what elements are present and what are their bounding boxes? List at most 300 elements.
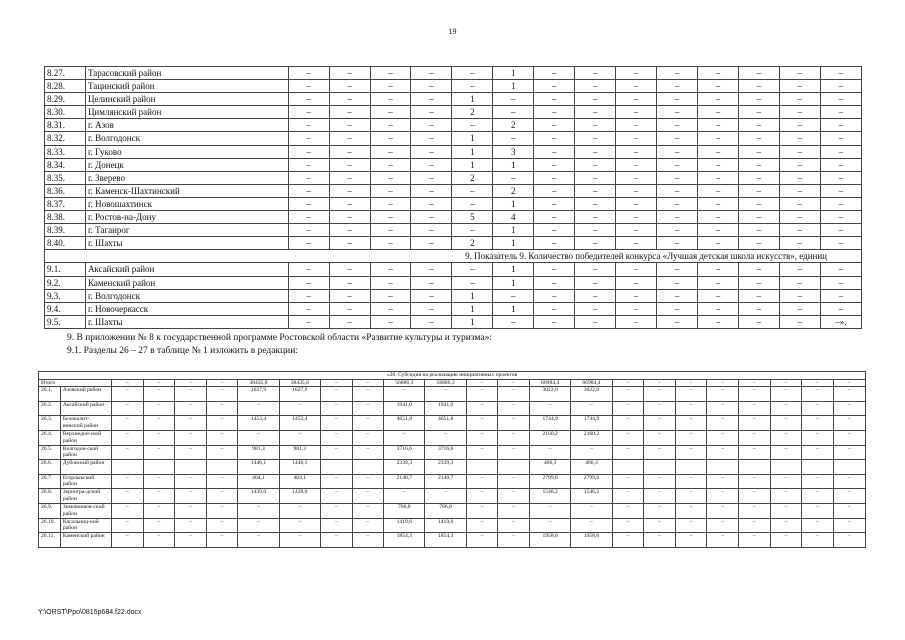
row-number: 8.37. [45,197,86,210]
table-row [39,401,866,416]
value-cell: – [779,211,820,224]
value-cell: – [329,171,370,184]
total-value-cell: – [833,379,865,387]
value-cell: – [175,445,207,460]
total-value-cell: – [143,379,175,387]
value-cell: – [616,197,657,210]
value-cell: – [534,106,575,119]
value-cell: 1 [493,224,534,237]
value-cell: – [833,474,865,489]
value-cell: – [616,145,657,158]
value-cell: – [534,171,575,184]
value-cell: – [739,503,771,518]
value-cell: – [384,387,425,402]
value-cell: – [329,119,370,132]
value-cell: – [329,106,370,119]
value-cell: – [698,237,739,250]
table-row [45,197,862,210]
total-value-cell: – [111,379,143,387]
row-number: 9.5. [45,315,86,328]
value-cell: – [370,93,411,106]
value-cell: – [612,474,644,489]
value-cell: – [833,503,865,518]
value-cell: – [329,237,370,250]
total-value-cell: – [770,379,802,387]
value-cell: – [820,132,861,145]
value-cell: – [575,315,616,328]
row-number: 26.5. [39,445,61,460]
value-cell: 1 [493,80,534,93]
value-cell: – [616,93,657,106]
value-cell: 3 [493,145,534,158]
table-row [39,518,866,533]
municipality-name: г. Ростов-на-Дону [85,211,288,224]
value-cell: 1453,4 [279,416,320,431]
value-cell: – [770,416,802,431]
total-value-cell: 66984,4 [571,379,612,387]
value-cell: – [411,184,452,197]
value-cell: – [370,315,411,328]
section-title: 9. Показатель 9. Количество победителей конкурса «Лучшая детская школа искусств», единиц [45,250,862,263]
value-cell: – [575,289,616,302]
value-cell: – [370,171,411,184]
value-cell: – [770,387,802,402]
value-cell [498,460,530,475]
value-cell: – [612,489,644,504]
value-cell: 1419,6 [425,518,466,533]
value-cell: – [466,489,498,504]
value-cell: 1 [452,93,493,106]
value-cell: – [738,237,779,250]
value-cell: 1627,9 [238,387,279,402]
row-number: 26.9. [39,503,61,518]
value-cell: – [206,474,238,489]
value-cell: 981,3 [279,445,320,460]
value-cell: – [698,93,739,106]
value-cell: – [675,416,707,431]
value-cell: – [644,387,676,402]
value-cell: – [143,416,175,431]
value-cell: 1958,0 [529,533,570,548]
value-cell: – [534,80,575,93]
value-cell: – [657,158,698,171]
value-cell: – [206,503,238,518]
value-cell: 2140,7 [425,474,466,489]
value-cell: – [111,445,143,460]
row-number: 8.28. [45,80,86,93]
value-cell: – [657,211,698,224]
value-cell: – [411,197,452,210]
municipality-name: Цимлянский район [85,106,288,119]
row-number: 9.3. [45,289,86,302]
value-cell: 2 [452,237,493,250]
value-cell: 1 [493,263,534,276]
row-number: 8.39. [45,224,86,237]
value-cell: – [320,503,352,518]
value-cell: – [534,132,575,145]
value-cell: – [329,315,370,328]
value-cell: 1419,6 [384,518,425,533]
value-cell: – [206,430,238,445]
value-cell: – [738,197,779,210]
value-cell: – [534,184,575,197]
value-cell: – [411,80,452,93]
value-cell: – [111,533,143,548]
value-cell: 2 [452,171,493,184]
value-cell: – [370,263,411,276]
table-row [45,145,862,158]
value-cell: – [698,197,739,210]
total-value-cell: – [206,379,238,387]
value-cell: – [279,533,320,548]
value-cell: – [493,289,534,302]
value-cell: – [644,445,676,460]
value-cell [320,460,352,475]
value-cell: – [288,211,329,224]
value-cell [612,460,644,475]
value-cell: 766,8 [384,503,425,518]
value-cell: – [698,158,739,171]
value-cell: – [111,416,143,431]
value-cell: 1 [493,197,534,210]
row-number: 8.38. [45,211,86,224]
value-cell: – [738,158,779,171]
row-number: 9.2. [45,276,86,289]
value-cell: – [370,237,411,250]
value-cell: 1 [452,145,493,158]
value-cell: – [820,67,861,80]
value-cell: – [320,518,352,533]
value-cell: – [575,145,616,158]
value-cell: – [206,445,238,460]
value-cell: 1 [493,302,534,315]
value-cell: – [288,106,329,119]
value-cell: – [329,67,370,80]
value-cell: 2799,6 [571,474,612,489]
value-cell: – [411,93,452,106]
value-cell: – [616,211,657,224]
value-cell: – [452,119,493,132]
value-cell: 4 [493,211,534,224]
value-cell: – [779,184,820,197]
value-cell: – [370,197,411,210]
value-cell: – [111,430,143,445]
value-cell: – [571,503,612,518]
value-cell [111,460,143,475]
value-cell: – [352,533,384,548]
value-cell: – [657,263,698,276]
value-cell [206,460,238,475]
value-cell: – [425,489,466,504]
value-cell: – [657,276,698,289]
value-cell: – [802,518,834,533]
district-name: Зимовников-ский район [60,503,111,518]
row-number: 8.29. [45,93,86,106]
value-cell: – [657,132,698,145]
value-cell: – [288,145,329,158]
value-cell: – [111,489,143,504]
value-cell: – [675,489,707,504]
value-cell: – [143,445,175,460]
district-name: Азовский район [60,387,111,402]
value-cell: – [238,430,279,445]
table-row [45,276,862,289]
municipality-name: Целинский район [85,93,288,106]
row-number: 26.6. [39,460,61,475]
total-value-cell: – [644,379,676,387]
section-row [45,250,862,263]
value-cell: – [802,489,834,504]
value-cell: – [175,430,207,445]
value-cell: – [111,401,143,416]
value-cell: – [738,211,779,224]
municipality-name: г. Зверево [85,171,288,184]
value-cell: – [288,132,329,145]
total-value-cell: – [739,379,771,387]
value-cell: 466,3 [529,460,570,475]
total-value-cell: – [707,379,739,387]
value-cell: – [612,416,644,431]
value-cell: – [657,302,698,315]
value-cell: – [707,445,739,460]
district-name: Волгодон-ской район [60,445,111,460]
value-cell: – [529,518,570,533]
value-cell: – [329,224,370,237]
title-row [39,372,866,380]
paragraph-subclause: 9.1. Разделы 26 – 27 в таблице № 1 изложить в редакции: [67,346,298,356]
value-cell: – [534,67,575,80]
value-cell: – [498,416,530,431]
row-number: 26.8. [39,489,61,504]
value-cell: – [175,387,207,402]
value-cell: – [644,533,676,548]
value-cell: – [571,445,612,460]
value-cell: – [779,171,820,184]
value-cell: – [616,158,657,171]
value-cell: – [575,132,616,145]
value-cell: – [644,416,676,431]
value-cell: – [820,106,861,119]
value-cell: – [575,263,616,276]
value-cell: – [329,197,370,210]
total-row [39,379,866,387]
value-cell: – [575,80,616,93]
value-cell: – [206,489,238,504]
value-cell: 1446,1 [238,460,279,475]
value-cell: – [657,289,698,302]
value-cell: 1 [452,302,493,315]
table-row [45,106,862,119]
value-cell: – [466,503,498,518]
value-cell: – [698,145,739,158]
value-cell: – [143,387,175,402]
value-cell: – [534,224,575,237]
value-cell: – [770,503,802,518]
value-cell: – [466,518,498,533]
table-row [45,80,862,93]
value-cell: – [288,276,329,289]
value-cell: – [820,171,861,184]
total-value-cell: – [466,379,498,387]
value-cell: – [779,80,820,93]
value-cell: – [833,401,865,416]
value-cell: – [738,224,779,237]
value-cell: – [529,503,570,518]
value-cell: – [411,132,452,145]
municipality-name: г. Волгодонск [85,132,288,145]
value-cell: – [770,489,802,504]
value-cell: – [452,263,493,276]
value-cell: – [370,276,411,289]
value-cell: – [452,197,493,210]
district-name: Дубовский район [60,460,111,475]
value-cell: – [616,132,657,145]
value-cell: – [329,93,370,106]
value-cell: – [352,430,384,445]
value-cell: 4651,8 [384,416,425,431]
value-cell: – [279,401,320,416]
value-cell: – [738,184,779,197]
value-cell: – [616,106,657,119]
value-cell: – [534,145,575,158]
table-row [39,460,866,475]
value-cell: – [644,430,676,445]
row-number: 8.27. [45,67,86,80]
value-cell: – [411,276,452,289]
value-cell: – [452,184,493,197]
value-cell: – [612,518,644,533]
table-row [45,315,862,328]
total-value-cell: – [320,379,352,387]
row-number: 8.31. [45,119,86,132]
value-cell: – [534,289,575,302]
value-cell: – [575,184,616,197]
value-cell: – [206,401,238,416]
value-cell: – [238,533,279,548]
value-cell: – [288,197,329,210]
value-cell: – [698,80,739,93]
value-cell: – [820,276,861,289]
value-cell: – [738,106,779,119]
value-cell: – [616,67,657,80]
value-cell: – [779,132,820,145]
value-cell: – [698,132,739,145]
value-cell: – [411,289,452,302]
municipality-name: г. Новошахтинск [85,197,288,210]
value-cell: – [657,184,698,197]
municipality-name: г. Шахты [85,315,288,328]
value-cell: 1 [452,315,493,328]
value-cell: – [370,158,411,171]
value-cell: – [279,430,320,445]
value-cell: – [657,93,698,106]
value-cell: – [698,315,739,328]
value-cell: – [575,67,616,80]
row-number: 8.34. [45,158,86,171]
value-cell: – [644,401,676,416]
value-cell: – [616,302,657,315]
table-row [45,93,862,106]
value-cell: – [238,503,279,518]
value-cell: 1744,9 [571,416,612,431]
value-cell: – [384,489,425,504]
table-row [45,184,862,197]
value-cell: –». [820,315,861,328]
total-value-cell: – [498,379,530,387]
value-cell: – [657,171,698,184]
value-cell: – [466,387,498,402]
value-cell: – [370,132,411,145]
value-cell: – [738,119,779,132]
value-cell: – [571,401,612,416]
municipality-name: Аксайский район [85,263,288,276]
value-cell: – [612,401,644,416]
value-cell: – [770,445,802,460]
value-cell: – [738,132,779,145]
value-cell [770,460,802,475]
value-cell: – [698,119,739,132]
value-cell: – [288,93,329,106]
value-cell: – [466,430,498,445]
value-cell: – [498,387,530,402]
value-cell: – [707,518,739,533]
value-cell: – [738,315,779,328]
district-name: Белокалит-винский район [60,416,111,431]
value-cell: – [411,171,452,184]
value-cell [707,460,739,475]
indicator-table [44,66,862,329]
table-row [39,445,866,460]
value-cell: – [675,474,707,489]
value-cell: – [657,80,698,93]
value-cell: – [738,276,779,289]
value-cell: 2339,3 [425,460,466,475]
row-number: 8.30. [45,106,86,119]
value-cell: – [575,93,616,106]
value-cell: – [820,80,861,93]
value-cell: – [143,489,175,504]
value-cell: – [411,237,452,250]
value-cell: – [288,315,329,328]
total-value-cell: 56886,3 [384,379,425,387]
value-cell: – [657,315,698,328]
row-number: 26.1. [39,387,61,402]
table-row [45,171,862,184]
table-row [45,237,862,250]
value-cell: – [329,158,370,171]
value-cell: – [833,518,865,533]
value-cell: – [657,106,698,119]
value-cell: – [616,289,657,302]
municipality-name: г. Шахты [85,237,288,250]
value-cell: 1941,0 [425,401,466,416]
value-cell: 2 [493,119,534,132]
value-cell: – [175,518,207,533]
value-cell: 2 [493,184,534,197]
value-cell: – [320,445,352,460]
value-cell: – [779,93,820,106]
value-cell: 3716,6 [384,445,425,460]
value-cell: – [657,237,698,250]
table-row [45,263,862,276]
value-cell [175,460,207,475]
value-cell: 1439,0 [279,489,320,504]
municipality-name: Тацинский район [85,80,288,93]
value-cell: – [529,445,570,460]
page-number: 19 [448,27,457,36]
value-cell: – [779,263,820,276]
district-name: Кагальниц-кий район [60,518,111,533]
